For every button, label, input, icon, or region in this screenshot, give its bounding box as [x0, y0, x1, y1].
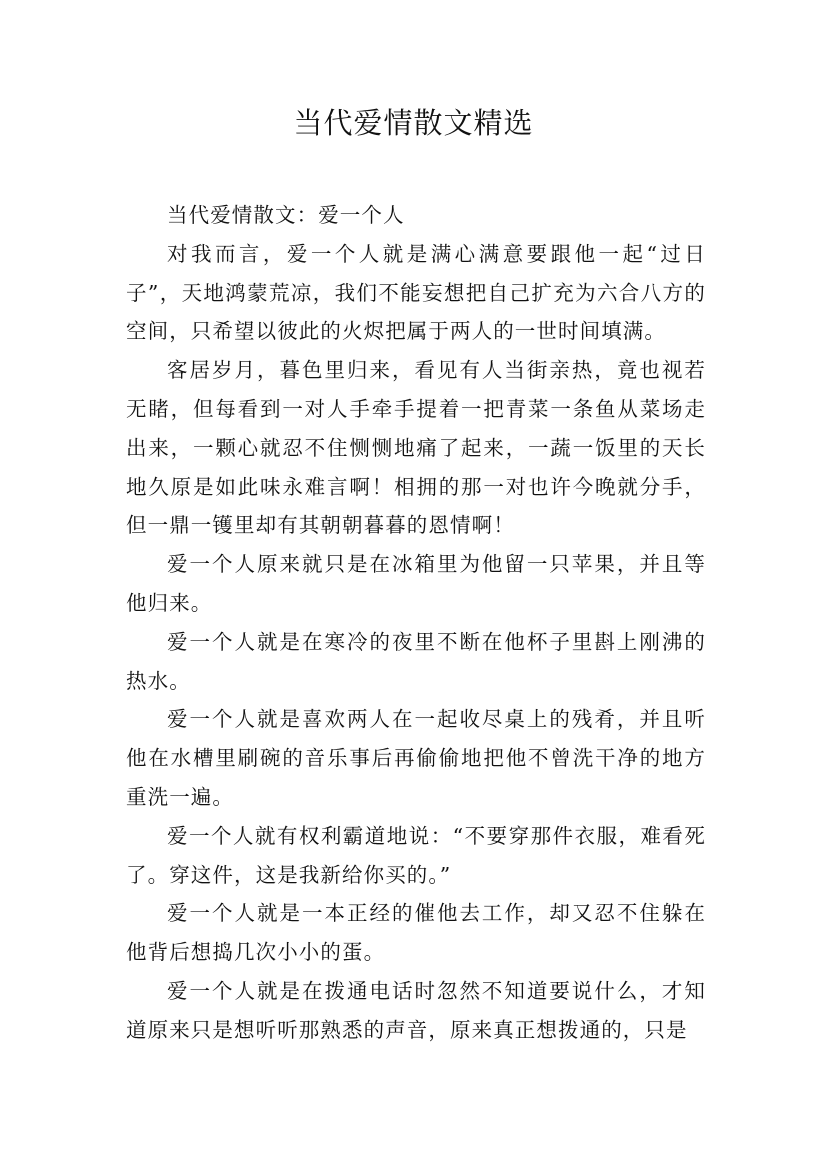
paragraph: 爱一个人原来就只是在冰箱里为他留一只苹果，并且等他归来。	[126, 552, 706, 615]
paragraph: 爱一个人就是喜欢两人在一起收尽桌上的残肴，并且听他在水槽里刷碗的音乐事后再偷偷地把他不曾洗干净的地方重洗一遍。	[126, 707, 706, 809]
section-heading: 当代爱情散文：爱一个人	[167, 203, 405, 227]
paragraph: 爱一个人就有权利霸道地说：“不要穿那件衣服，难看死了。穿这件，这是我新给你买的。”	[126, 823, 706, 887]
document-title: 当代爱情散文精选	[293, 106, 534, 140]
paragraph: 爱一个人就是在寒冷的夜里不断在他杯子里斟上刚沸的热水。	[126, 629, 706, 693]
document-body	[126, 196, 706, 1050]
paragraph: 爱一个人就是一本正经的催他去工作，却又忍不住躲在他背后想捣几次小小的蛋。	[126, 901, 706, 965]
paragraph: 客居岁月，暮色里归来，看见有人当街亲热，竟也视若无睹，但每看到一对人手牵手提着一把青菜一条鱼从菜场走出来，一颗心就忍不住恻恻地痛了起来，一蔬一饭里的天长地久原是如此味永难言啊！相拥的那一对也许今晚就分手，但一鼎一镬里却有其朝朝暮暮的恩情啊！	[126, 358, 706, 538]
paragraph: 爱一个人就是在拨通电话时忽然不知道要说什么，才知道原来只是想听听那熟悉的声音，原来真正想拨通的，只是	[126, 978, 706, 1042]
paragraph: 对我而言，爱一个人就是满心满意要跟他一起“过日子”，天地鸿蒙荒凉，我们不能妄想把自己扩充为六合八方的空间，只希望以彼此的火烬把属于两人的一世时间填满。	[126, 241, 706, 344]
